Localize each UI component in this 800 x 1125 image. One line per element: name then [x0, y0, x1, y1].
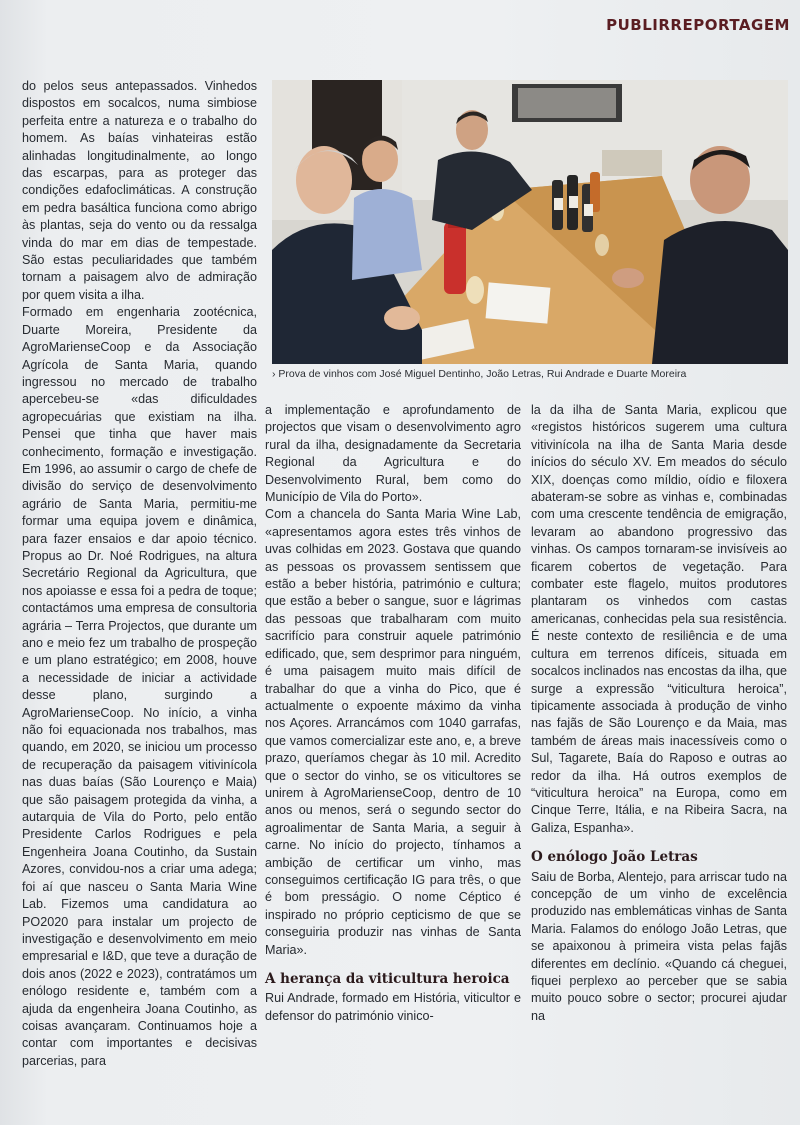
- section-header: PUBLIRREPORTAGEM: [606, 16, 790, 34]
- paragraph: Formado em engenharia zootécnica, Duarte Moreira, Presidente da AgroMarienseCoop e da Associação Agrícola de Santa Maria, quando ingressou no mercado de trabalho apercebeu-se «das dificuldades agropecuárias que existiam na ilha. Pensei que tinha que haver mais conhecimento, formação e investigação. Em 1996, ao assumir o cargo de chefe de divisão do serviço de desenvolvimento agrário de Santa Maria, permitiu-me formar uma equipa jovem e dinâmica, para fazer ensaios e dar apoio técnico. Propus ao Dr. Noé Rodrigues, na altura Secretário Regional da Agricultura, que nos apoiasse e essa foi a pedra de toque; contactámos uma empresa de consultoria agrária – Terra Projectos, que durante um ano e meio fez um trabalho de prospeção e um plano estratégico; em 2008, houve a necessidade de iniciar a actividade desse plano, surgindo a AgroMarienseCoop. No início, a vinha não foi equacionada nos trabalhos, mas quando, em 2020, se iniciou um processo de recuperação da paisagem vitivinícola nas duas baías (São Lourenço e Maia) que são paisagem protegida da vinha, a autarquia de Vila do Porto, pelo então Presidente Carlos Rodrigues e pela Engenheira Joana Coutinho, da Sustain Azores, convidou-nos a criar uma adega; foi aí que nasceu o Santa Maria Wine Lab. Fizemos uma candidatura ao PO2020 para instalar um projecto de investigação e desenvolvimento em meio empresarial e I&D, que teve a duração de dois anos (2022 e 2023), contratámos um enólogo residente e, também com a ajuda da engenheira Joana Coutinho, as coisas avançaram. Continuamos hoje a contar com importantes e decisivas parcerias, para: [22, 305, 257, 1068]
- paragraph: a implementação e aprofundamento de projectos que visam o desenvolvimento agro rural da ilha, designadamente da Secretaria Regional da Agricultura e do Desenvolvimento Rural, bem como do Município de Vila do Porto».: [265, 403, 521, 505]
- article-column-2: [265, 402, 521, 1025]
- photo-caption: › Prova de vinhos com José Miguel Dentinho, João Letras, Rui Andrade e Duarte Moreira: [272, 368, 687, 380]
- subheading-oenologist: O enólogo João Letras: [531, 849, 698, 866]
- wine-tasting-photo: [272, 80, 788, 364]
- paragraph: Com a chancela do Santa Maria Wine Lab, «apresentamos agora estes três vinhos de uvas colhidas em 2023. Gostava que quando as pessoas os provassem sentissem que estão a beber história, património e cultura; que estão a beber o sangue, suor e lágrimas das pessoas que trabalharam com muito sacrifício para construir aquele património edificado, que, sem desprimor para ninguém, é uma paisagem muito mais difícil de trabalhar do que a vinha do Pico, que é actualmente o expoente máximo da vinha nos Açores. Arrancámos com 1040 garrafas, que vamos comercializar este ano, e, a breve prazo, queríamos chegar às 10 mil. Acredito que o sector do vinho, se os viticultores se unirem à AgroMarienseCoop, dentro de 10 anos ou menos, será o segundo sector do agroalimentar de Santa Maria, a seguir à carne. No início do projecto, tínhamos a ambição de certificar um vinho, mas conseguimos certificação IG para três, o que é bom presságio. O nome Céptico é inspirado no próprio cepticismo de que se conseguiria produzir nas vinhas de Santa Maria».: [265, 507, 521, 957]
- photo-illustration: [272, 80, 788, 364]
- article-column-1: [22, 78, 257, 1070]
- subheading-heroic-viticulture: A herança da viticultura heroica: [265, 971, 510, 987]
- paragraph: do pelos seus antepassados. Vinhedos dispostos em socalcos, numa simbiose perfeita entre a natureza e o trabalho do homem. As baías vinhateiras estão alinhadas longitudinalmente, ao longo das escarpas, para as proteger das condições edafoclimáticas. A construção em pedra basáltica funciona como abrigo às plantas, seja do vento ou da ressalga vinda do mar em dias de tempestade. São estas peculiaridades que também tornam a paisagem alvo de admiração por quem visita a ilha.: [22, 79, 257, 302]
- paragraph: Saiu de Borba, Alentejo, para arriscar tudo na concepção de um vinho de excelência produzido nas emblemáticas vinhas de Santa Maria. Falamos do enólogo João Letras, que se apaixonou à primeira vista pelas fajãs diferentes em declínio. «Quando cá cheguei, fiquei perplexo ao perceber que se sabia muito pouco sobre o sector; procurei ajudar na: [531, 869, 787, 1023]
- paragraph: la da ilha de Santa Maria, explicou que «registos históricos sugerem uma cultura vitivinícola na ilha de Santa Maria desde inícios do século XV. Em meados do século XIX, doenças como míldio, oídio e filoxera abateram-se sobre as vinhas e, combinadas com uma crescente tendência de emigração, levaram ao abandono progressivo das vinhas. Os campos tornaram-se invisíveis ao ficarem cobertos de vegetação. Para combater este flagelo, muitos produtores plantaram os vinhedos com castas americanas, conhecidas pela sua resistência. É neste contexto de resiliência e de uma cultura em terrenos difíceis, situada em socalcos inclinados nas encostas da ilha, que surge a expressão “viticultura heroica”, tipicamente associada à produção de vinho nas fajãs de São Lourenço e da Maia, mas também de áreas mais inacessíveis como o Sul, Tagarete, Baía do Raposo e outras ao redor da ilha. Há outros exemplos de “viticultura heroica” na Europa, como em Cinque Terre, Itália, e na Ribeira Sacra, na Galiza, Espanha».: [531, 403, 787, 835]
- paragraph: Rui Andrade, formado em História, viticultor e defensor do património vinico-: [265, 991, 521, 1023]
- article-column-3: [531, 402, 787, 1025]
